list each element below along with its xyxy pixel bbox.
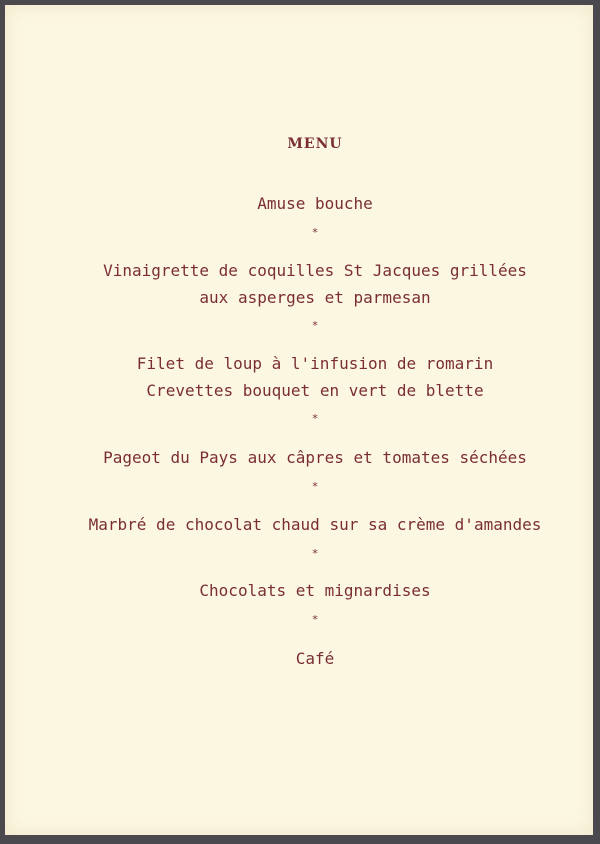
separator-2: *: [311, 319, 319, 332]
course-cafe: Café: [295, 649, 335, 668]
separator-6: *: [311, 613, 319, 626]
course-amuse-bouche: Amuse bouche: [257, 194, 373, 213]
course-filet-loup-line-2: Crevettes bouquet en vert de blette: [146, 381, 484, 400]
course-chocolats-mignardises: Chocolats et mignardises: [199, 581, 431, 600]
separator-1: *: [311, 226, 319, 239]
separator-5: *: [311, 547, 319, 560]
separator-3: *: [311, 412, 319, 425]
course-vinaigrette-line-2: aux asperges et parmesan: [199, 288, 431, 307]
menu-card: [5, 5, 593, 835]
course-filet-loup-line-1: Filet de loup à l'infusion de romarin: [136, 354, 494, 373]
course-pageot: Pageot du Pays aux câpres et tomates séchées: [103, 448, 527, 467]
course-vinaigrette-line-1: Vinaigrette de coquilles St Jacques grillées: [103, 261, 527, 280]
separator-4: *: [311, 480, 319, 493]
course-marbre-chocolat: Marbré de chocolat chaud sur sa crème d'amandes: [88, 515, 542, 534]
menu-title: MENU: [287, 136, 343, 152]
